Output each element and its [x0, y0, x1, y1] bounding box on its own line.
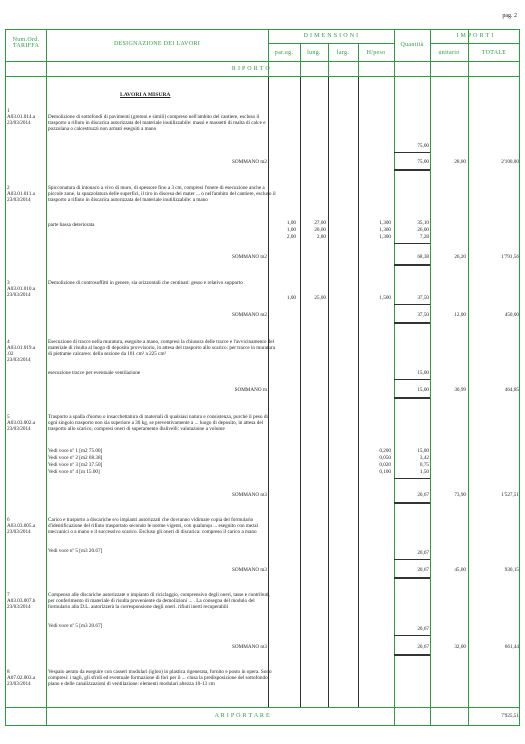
- a-riportare-label: A R I P O R T A R E: [214, 713, 270, 719]
- unit-price: 26,20: [454, 254, 466, 260]
- measure-qty: 15,00: [417, 370, 429, 376]
- item-code: A03.03.005.a: [7, 523, 36, 529]
- item-date: 23/03/2014: [7, 197, 31, 203]
- unit-price: 28,00: [454, 159, 466, 165]
- sommano-label: SOMMANO m3: [231, 492, 267, 498]
- measure-lung: 27,00: [314, 220, 326, 226]
- item-number: 7: [7, 592, 10, 598]
- item-description: Demolizione di sottofondi di pavimenti (gretoni e simili) compreso nell'ambito del cantiere, escluso il trasporto a rifiuto in discarica autorizzata del materiale inutilizzabile: massi e massetti di malta di calce e pozzolana o calcestruzzi non armati eseguiti a mano: [48, 114, 266, 133]
- riporto-label: R I P O R T O: [231, 66, 270, 72]
- item-number: 6: [7, 517, 10, 523]
- item-date: 23/03/2014: [7, 120, 31, 126]
- total-price: 450,00: [504, 312, 519, 318]
- header-num-ord: Num.Ord.: [12, 37, 40, 43]
- unit-price: 32,00: [454, 644, 466, 650]
- item-number: 5: [7, 414, 10, 420]
- header-tariffa: TARIFFA: [12, 43, 40, 49]
- total-price: 464,85: [504, 387, 519, 393]
- measure-ref: Vedi voce nº 3 [m2 37.50]: [48, 462, 103, 468]
- item-date: 23/03/2014: [7, 426, 31, 432]
- sommano-qty: 20,67: [417, 567, 429, 573]
- measure-ref: Vedi voce nº 5 [m3 20.67]: [48, 623, 103, 629]
- header-lung: lung.: [307, 50, 321, 56]
- header-designazione: DESIGNAZIONE DEI LAVORI: [113, 41, 201, 47]
- item-description: Esecuzione di tracce nella muratura, eseguite a mano, compresi la chiusura delle tracce e l'avvicinamento del materiale di risulta al luogo di deposito provvisorio, in attesa del trasporto allo scarico: per tracce in muratura di pietrame calcareo: della sezione da 101 cm² a 225 cm²: [48, 339, 276, 358]
- measure-qty: 7,28: [419, 234, 429, 240]
- sommano-qty: 15,00: [417, 387, 429, 393]
- header-totale: TOTALE: [481, 50, 507, 56]
- item-number: 4: [7, 339, 10, 345]
- item-description: Trasporto a spalla d'uomo o insacchettatura di materiali di qualsiasi natura e consistenza, purché il peso di ogni singolo trasporto non sia superiore a 30 kg, se preventivamente a ... luogo di deposito, in attesa del trasporto allo scarico, compresi oneri di superamento dislivelli: valutazione a volume: [48, 414, 268, 433]
- measure-qty: 0,75: [419, 462, 429, 468]
- unit-price: 73,90: [454, 492, 466, 498]
- a-riportare-total: 7'925,51: [501, 713, 519, 719]
- item-description: Vespaio aerato da eseguire con casseri modulari (igloo) in plastica rigenerata, fornito e posto in opera. Sono compresi: i tagli, gli sfridi ed eventuale formazione di fori per il ... clusa la predisposizione del sottofondo piano e delle canalizzazioni di ventilazione: elementi modulari altezza 10-13 cm: [48, 669, 272, 688]
- total-price: 1'791,56: [501, 254, 519, 260]
- item-note: esecuzione tracce per eventuale ventilazione: [48, 370, 141, 376]
- total-price: 1'527,51: [501, 492, 519, 498]
- total-price: 661,44: [504, 644, 519, 650]
- item-date: 23/03/2014: [7, 529, 31, 535]
- measure-qty: 37,50: [417, 295, 429, 301]
- sommano-label: SOMMANO m2: [231, 312, 267, 318]
- item-description: Carico e trasporto a discariche e/o impianti autorizzati che dovranno vidimare copia del formulario d'identificazione del rifiuto trasportato secondo le norme vigenti, con qualunqu ... eseguito con mezzi meccanici o a mano e il successivo scarico. Escluso gli oneri di discarica: compreso il carico a mano: [48, 517, 259, 536]
- measure-par: 1,00: [286, 227, 296, 233]
- sommano-label: SOMMANO m: [234, 387, 267, 393]
- measure-ref: Vedi voce nº 2 [m2 68.38]: [48, 455, 103, 461]
- header-par-ug: par.ug.: [274, 50, 294, 56]
- measure-ref: Vedi voce nº 1 [m2 75.00]: [48, 448, 103, 454]
- measure-ref: Vedi voce nº 5 [m3 20.67]: [48, 548, 103, 554]
- measure-qty: 20,67: [417, 550, 429, 556]
- measure-h: 0,050: [379, 455, 391, 461]
- header-dimensioni: D I M E N S I O N I: [303, 33, 359, 39]
- item-date: 23/03/2014: [7, 357, 31, 363]
- total-price: 2'100,00: [501, 159, 519, 165]
- item-date: 23/03/2014: [7, 604, 31, 610]
- item-code: A03.01.019.a: [7, 345, 36, 351]
- sommano-label: SOMMANO m3: [231, 644, 267, 650]
- item-description: Demolizione di controsoffitti in genere, sia orizzontali che centinati: gesso e relativo supporto: [48, 280, 243, 286]
- sommano-label: SOMMANO m2: [231, 159, 267, 165]
- unit-price: 45,00: [454, 567, 466, 573]
- item-code: A03.01.010.a: [7, 286, 36, 292]
- sommano-qty: 68,38: [417, 254, 429, 260]
- measure-h: 1,300: [379, 234, 391, 240]
- measure-h: 1,300: [379, 220, 391, 226]
- item-number: 3: [7, 280, 10, 286]
- item-code: A03.03.007.b: [7, 598, 36, 604]
- sommano-label: SOMMANO m3: [231, 567, 267, 573]
- section-title: LAVORI A MISURA: [120, 92, 171, 98]
- table-frame: [5, 29, 520, 726]
- sommano-qty: 20,67: [417, 644, 429, 650]
- item-code-suffix: .02: [7, 351, 14, 357]
- measure-qty: 3,42: [419, 455, 429, 461]
- item-number: 1: [7, 108, 10, 114]
- measure-ref: Vedi voce nº 4 [m 15.00]: [48, 469, 100, 475]
- sommano-label: SOMMANO m2: [231, 254, 267, 260]
- measure-h: 1,300: [379, 227, 391, 233]
- item-code: A07.02.003.a: [7, 675, 36, 681]
- measure-qty: 75,00: [417, 143, 429, 149]
- item-note: parte bassa deteriorata: [48, 222, 95, 228]
- measure-par: 2,00: [286, 234, 296, 240]
- measure-h: 0,020: [379, 462, 391, 468]
- item-description: Compenso alle discariche autorizzate o impianto di riciclaggio, comprensivo degli oneri, tasse e contributi, per conferimento di materiale di risulta proveniente da demolizioni ... . La consegna del modulo del formulario alla D.L. autorizzerà la corresponsione degli oneri. rifiuti inerti recuperabili: [48, 592, 270, 611]
- sommano-qty: 37,50: [417, 312, 429, 318]
- item-code: A03.01.014.a: [7, 114, 36, 120]
- item-code: A03.01.011.a: [7, 191, 35, 197]
- unit-price: 30,99: [454, 387, 466, 393]
- item-code: A03.03.002.a: [7, 420, 36, 426]
- unit-price: 12,00: [454, 312, 466, 318]
- header-larg: larg.: [336, 50, 350, 56]
- measure-lung: 2,80: [316, 234, 326, 240]
- item-date: 23/03/2014: [7, 292, 31, 298]
- total-price: 930,15: [504, 567, 519, 573]
- measure-qty: 15,00: [417, 448, 429, 454]
- measure-h: 0,200: [379, 448, 391, 454]
- item-date: 23/03/2014: [7, 681, 31, 687]
- measure-lung: 25,00: [314, 295, 326, 301]
- measure-qty: 20,67: [417, 626, 429, 632]
- measure-h: 1,500: [379, 295, 391, 301]
- measure-lung: 20,00: [314, 227, 326, 233]
- measure-h: 0,100: [379, 469, 391, 475]
- measure-par: 1,00: [286, 295, 296, 301]
- measure-par: 1,00: [286, 220, 296, 226]
- measure-qty: 26,00: [417, 227, 429, 233]
- header-importi: I M P O R T I: [456, 33, 494, 39]
- sommano-qty: 75,00: [417, 159, 429, 165]
- header-unitario: unitario: [438, 50, 460, 56]
- item-number: 8: [7, 669, 10, 675]
- item-description: Spicconatura di intonaco a vivo di muro, di spessore fino a 3 cm, compresi l'onere di esecuzione anche a piccole zone, la spazzolatura delle superfici, il tiro in discesa dei mater ... o nell'ambito del cantiere, escluso il trasporto a rifiuto in discarica autorizzata del materiale inutilizzabile: a mano: [48, 185, 276, 204]
- header-quantita: Quantità: [400, 42, 424, 48]
- header-hpeso: H/peso: [366, 50, 386, 56]
- page-number: pag. 2: [502, 13, 517, 19]
- item-number: 2: [7, 185, 10, 191]
- measure-qty: 1,50: [419, 469, 429, 475]
- sommano-qty: 20,67: [417, 492, 429, 498]
- measure-qty: 35,10: [417, 220, 429, 226]
